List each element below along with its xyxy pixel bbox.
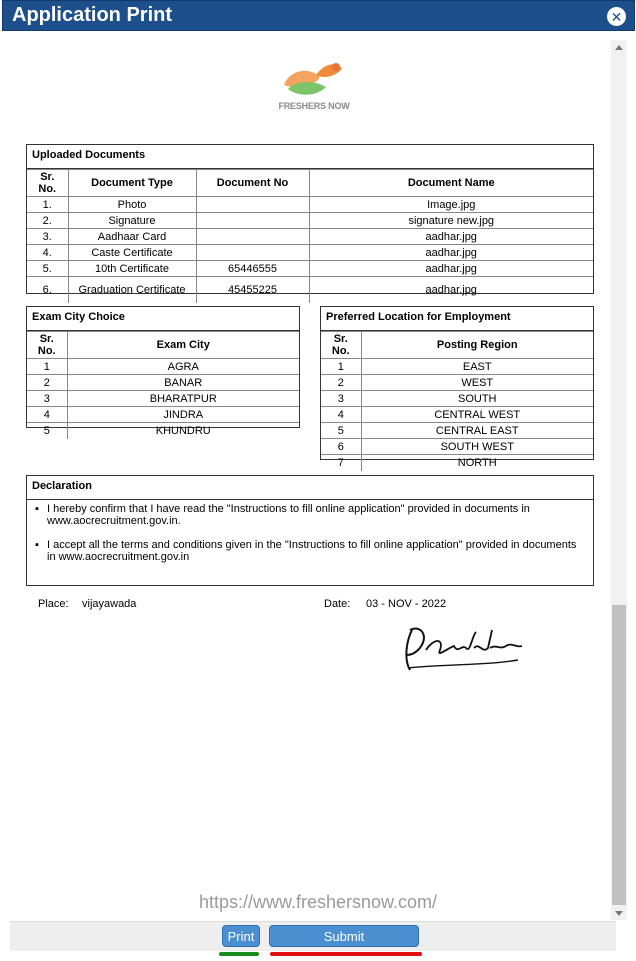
table-cell: 6. [27,277,68,303]
table-row [27,407,299,423]
table-cell: EAST [361,359,593,375]
table-cell: signature new.jpg [309,213,593,229]
column-header: Exam City [67,332,299,359]
table-cell: 6 [321,439,361,455]
declaration-item: ▪ I accept all the terms and conditions given in the "Instructions to fill online application" provided in documents in www.aocrecruitment.gov.in [33,539,587,563]
table-cell: CENTRAL WEST [361,407,593,423]
table-cell: aadhar.jpg [309,261,593,277]
signature-image [400,620,542,678]
table-cell: WEST [361,375,593,391]
table-row [27,245,593,261]
table-row [27,277,593,303]
table-row [321,359,593,375]
table-cell: 1 [27,359,67,375]
table-cell: Photo [68,197,196,213]
table-cell: 5 [27,423,67,439]
preferred-location-panel [320,306,594,469]
table-cell: 2. [27,213,68,229]
declaration-item: ▪ I hereby confirm that I have read the "Instructions to fill online application" provided in documents in www.aocrecruitment.gov.in. [33,503,587,527]
logo-text: FRESHERS NOW [278,101,350,111]
table-cell: aadhar.jpg [309,277,593,303]
table-cell: SOUTH [361,391,593,407]
column-header: Posting Region [361,332,593,359]
table-cell [196,229,309,245]
table-cell: NORTH [361,455,593,471]
table-cell: 3 [27,391,67,407]
table-cell [196,245,309,261]
scrollbar-thumb[interactable] [612,605,626,905]
vertical-scrollbar[interactable] [611,40,627,920]
table-row [27,359,299,375]
exam-city-panel [26,306,300,437]
table-row [321,375,593,391]
table-cell: 4 [27,407,67,423]
table-cell: Graduation Certificate [68,277,196,303]
table-cell: Image.jpg [309,197,593,213]
place-label: Place: [38,598,69,610]
table-row [27,423,299,439]
submit-annotation-underline [270,952,422,956]
table-cell [196,197,309,213]
freshers-now-logo [276,55,352,113]
table-row [27,197,593,213]
table-row [321,391,593,407]
table-cell: 5. [27,261,68,277]
table-cell: 10th Certificate [68,261,196,277]
date-label: Date: [324,598,351,610]
uploaded-documents-panel [26,144,594,294]
uploaded-documents-table [27,169,593,303]
watermark-url: https://www.freshersnow.com/ [198,892,438,912]
table-cell: Caste Certificate [68,245,196,261]
table-row [321,407,593,423]
table-cell: 45455225 [196,277,309,303]
table-cell: 7 [321,455,361,471]
table-cell: 4. [27,245,68,261]
table-cell: 4 [321,407,361,423]
column-header: Document No [196,170,309,197]
place-value: vijayawada [82,598,137,610]
submit-button[interactable]: Submit [269,925,419,947]
print-button[interactable]: Print [222,925,260,947]
date-value: 03 - NOV - 2022 [366,598,447,610]
table-row [321,423,593,439]
table-cell: SOUTH WEST [361,439,593,455]
exam-city-table [27,331,299,439]
declaration-list [27,500,593,563]
table-cell: 65446555 [196,261,309,277]
close-button[interactable] [607,7,626,26]
scroll-up-button[interactable] [611,40,627,54]
table-cell: aadhar.jpg [309,229,593,245]
table-cell: 2 [321,375,361,391]
table-cell: CENTRAL EAST [361,423,593,439]
table-cell: KHUNDRU [67,423,299,439]
table-row [27,213,593,229]
exam-city-heading: Exam City Choice [27,307,299,331]
table-cell: 5 [321,423,361,439]
table-cell: 3. [27,229,68,245]
uploaded-documents-heading: Uploaded Documents [27,145,593,169]
preferred-location-table [321,331,593,471]
table-row [321,455,593,471]
column-header: Sr. No. [321,332,361,359]
table-cell: 1. [27,197,68,213]
table-row [27,391,299,407]
table-row [27,229,593,245]
table-cell: 3 [321,391,361,407]
print-annotation-underline [219,952,259,956]
table-cell: Signature [68,213,196,229]
declaration-panel [26,475,594,586]
dialog-title: Application Print [12,4,172,26]
table-cell: BANAR [67,375,299,391]
column-header: Sr. No. [27,170,68,197]
title-bar [2,0,635,31]
table-cell: Aadhaar Card [68,229,196,245]
table-cell: JINDRA [67,407,299,423]
table-row [27,261,593,277]
table-cell: AGRA [67,359,299,375]
table-row [27,375,299,391]
close-icon: ✕ [610,8,623,25]
table-cell: BHARATPUR [67,391,299,407]
table-cell [196,213,309,229]
column-header: Document Type [68,170,196,197]
table-cell: 1 [321,359,361,375]
column-header: Sr. No. [27,332,67,359]
table-cell: aadhar.jpg [309,245,593,261]
column-header: Document Name [309,170,593,197]
arrow-up-icon [615,45,623,50]
preferred-location-heading: Preferred Location for Employment [321,307,593,331]
table-cell: 2 [27,375,67,391]
table-row [321,439,593,455]
declaration-heading: Declaration [27,476,593,500]
